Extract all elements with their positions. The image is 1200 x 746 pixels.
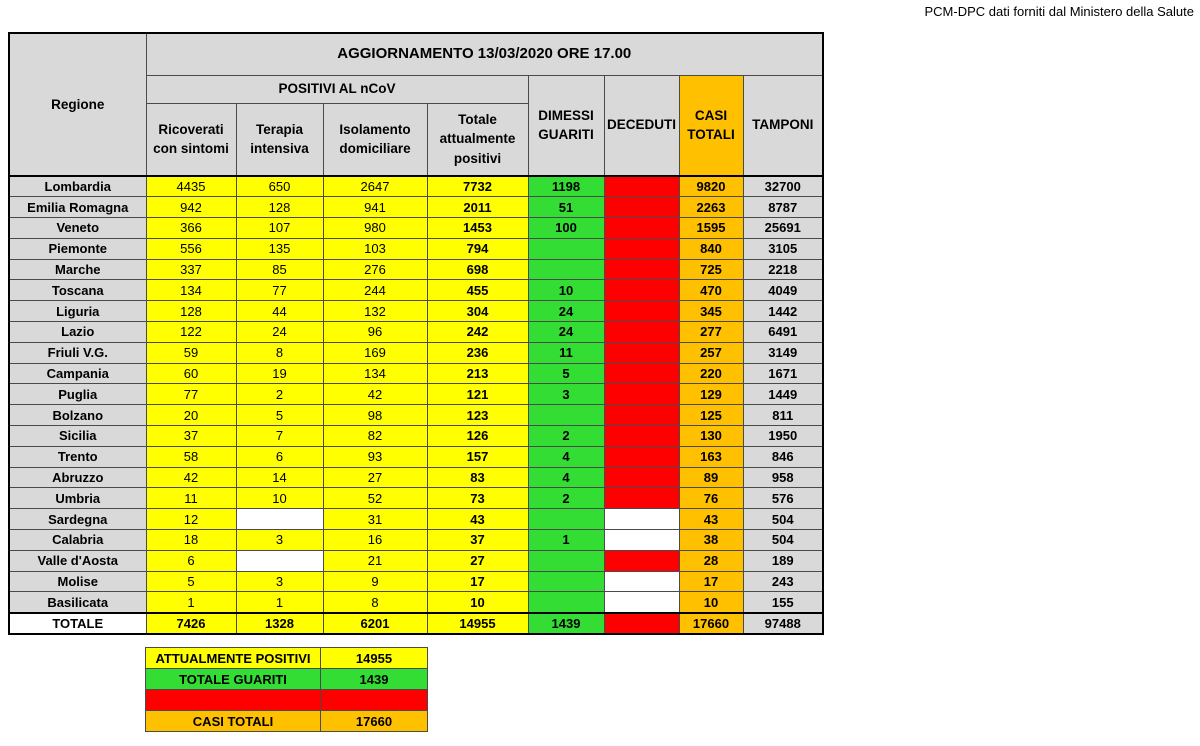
table-row: [9, 446, 823, 467]
total-tamponi: 97488: [743, 613, 823, 634]
cell-totale-positivi: 121: [427, 384, 528, 405]
cell-tamponi: 25691: [743, 218, 823, 239]
cell-ricoverati: 18: [146, 530, 236, 551]
cell-ricoverati: 58: [146, 446, 236, 467]
cell-ricoverati: 5: [146, 571, 236, 592]
cell-terapia: 3: [236, 530, 323, 551]
cell-dimessi: 51: [528, 197, 604, 218]
cell-tamponi: 155: [743, 592, 823, 613]
cell-deceduti: 46: [604, 238, 679, 259]
total-deceduti: 1266: [604, 613, 679, 634]
header-deceduti: DECEDUTI: [604, 75, 679, 176]
cell-tamponi: 4049: [743, 280, 823, 301]
cell-isolamento: 27: [323, 467, 427, 488]
cell-totale-positivi: 304: [427, 301, 528, 322]
cell-isolamento: 276: [323, 259, 427, 280]
cell-totale-positivi: 43: [427, 509, 528, 530]
cell-deceduti: [604, 509, 679, 530]
cell-isolamento: 941: [323, 197, 427, 218]
table-row: [9, 363, 823, 384]
cell-tamponi: 811: [743, 405, 823, 426]
cell-isolamento: 82: [323, 426, 427, 447]
cell-tamponi: 3149: [743, 342, 823, 363]
cell-tamponi: 1449: [743, 384, 823, 405]
table-row: [9, 238, 823, 259]
table-row: [9, 592, 823, 613]
cell-totale-positivi: 17: [427, 571, 528, 592]
header-regione: Regione: [9, 33, 146, 176]
cell-terapia: 5: [236, 405, 323, 426]
cell-ricoverati: 42: [146, 467, 236, 488]
cell-dimessi: [528, 259, 604, 280]
cell-region: Friuli V.G.: [9, 342, 146, 363]
cell-deceduti: 2: [604, 426, 679, 447]
cell-terapia: 128: [236, 197, 323, 218]
cell-region: Piemonte: [9, 238, 146, 259]
cell-terapia: 19: [236, 363, 323, 384]
cell-casi: 345: [679, 301, 743, 322]
summary-label: TOTALE DECEDUTI: [146, 690, 321, 711]
cell-deceduti: 2: [604, 363, 679, 384]
cell-totale-positivi: 126: [427, 426, 528, 447]
cell-deceduti: 5: [604, 384, 679, 405]
cell-region: Puglia: [9, 384, 146, 405]
cell-isolamento: 16: [323, 530, 427, 551]
cell-terapia: 14: [236, 467, 323, 488]
cell-terapia: 107: [236, 218, 323, 239]
cell-terapia: [236, 550, 323, 571]
header-totale-positivi: Totale attualmente positivi: [427, 103, 528, 176]
cell-isolamento: 9: [323, 571, 427, 592]
cell-tamponi: 846: [743, 446, 823, 467]
header-dimessi: DIMESSI GUARITI: [528, 75, 604, 176]
cell-isolamento: 8: [323, 592, 427, 613]
cell-totale-positivi: 794: [427, 238, 528, 259]
cell-region: Lazio: [9, 322, 146, 343]
cell-tamponi: 504: [743, 530, 823, 551]
cell-isolamento: 134: [323, 363, 427, 384]
cell-casi: 130: [679, 426, 743, 447]
table-row: [9, 384, 823, 405]
cell-terapia: 1: [236, 592, 323, 613]
cell-dimessi: [528, 509, 604, 530]
cell-deceduti: [604, 592, 679, 613]
header-tamponi: TAMPONI: [743, 75, 823, 176]
cell-isolamento: 52: [323, 488, 427, 509]
total-casi: 17660: [679, 613, 743, 634]
cell-region: Emilia Romagna: [9, 197, 146, 218]
cell-ricoverati: 4435: [146, 176, 236, 197]
summary-value: 1266: [321, 690, 428, 711]
summary-row: [146, 669, 428, 690]
cell-ricoverati: 1: [146, 592, 236, 613]
total-region: TOTALE: [9, 613, 146, 634]
cell-totale-positivi: 2011: [427, 197, 528, 218]
cell-ricoverati: 6: [146, 550, 236, 571]
cell-deceduti: 1: [604, 488, 679, 509]
cell-tamponi: 243: [743, 571, 823, 592]
cell-casi: 76: [679, 488, 743, 509]
cell-region: Campania: [9, 363, 146, 384]
cell-isolamento: 103: [323, 238, 427, 259]
cell-dimessi: 24: [528, 322, 604, 343]
cell-deceduti: 2: [604, 446, 679, 467]
regional-data-table: [8, 32, 824, 635]
cell-totale-positivi: 10: [427, 592, 528, 613]
cell-dimessi: 3: [528, 384, 604, 405]
cell-region: Sardegna: [9, 509, 146, 530]
header-positivi: POSITIVI AL nCoV: [146, 75, 528, 103]
summary-row: [146, 711, 428, 732]
cell-casi: 725: [679, 259, 743, 280]
cell-casi: 220: [679, 363, 743, 384]
cell-dimessi: [528, 571, 604, 592]
cell-casi: 2263: [679, 197, 743, 218]
cell-dimessi: 2: [528, 488, 604, 509]
cell-deceduti: 890: [604, 176, 679, 197]
table-body: [9, 176, 823, 634]
summary-row: [146, 690, 428, 711]
cell-isolamento: 98: [323, 405, 427, 426]
cell-dimessi: [528, 238, 604, 259]
cell-dimessi: 1198: [528, 176, 604, 197]
table-row: [9, 176, 823, 197]
cell-region: Toscana: [9, 280, 146, 301]
cell-dimessi: [528, 550, 604, 571]
cell-casi: 43: [679, 509, 743, 530]
cell-tamponi: 8787: [743, 197, 823, 218]
cell-region: Calabria: [9, 530, 146, 551]
cell-dimessi: 1: [528, 530, 604, 551]
cell-ricoverati: 366: [146, 218, 236, 239]
cell-terapia: 8: [236, 342, 323, 363]
total-ricoverati: 7426: [146, 613, 236, 634]
cell-totale-positivi: 123: [427, 405, 528, 426]
cell-region: Umbria: [9, 488, 146, 509]
header-casi: CASI TOTALI: [679, 75, 743, 176]
cell-terapia: [236, 509, 323, 530]
cell-casi: 10: [679, 592, 743, 613]
cell-casi: 17: [679, 571, 743, 592]
cell-deceduti: 2: [604, 405, 679, 426]
cell-deceduti: 11: [604, 322, 679, 343]
cell-isolamento: 93: [323, 446, 427, 467]
cell-totale-positivi: 157: [427, 446, 528, 467]
cell-region: Trento: [9, 446, 146, 467]
cell-ricoverati: 942: [146, 197, 236, 218]
cell-deceduti: [604, 530, 679, 551]
cell-casi: 9820: [679, 176, 743, 197]
cell-ricoverati: 122: [146, 322, 236, 343]
cell-isolamento: 980: [323, 218, 427, 239]
table-row: [9, 426, 823, 447]
cell-terapia: 77: [236, 280, 323, 301]
cell-casi: 840: [679, 238, 743, 259]
cell-ricoverati: 60: [146, 363, 236, 384]
cell-casi: 125: [679, 405, 743, 426]
cell-region: Basilicata: [9, 592, 146, 613]
cell-terapia: 2: [236, 384, 323, 405]
cell-totale-positivi: 455: [427, 280, 528, 301]
cell-totale-positivi: 37: [427, 530, 528, 551]
cell-isolamento: 244: [323, 280, 427, 301]
cell-dimessi: 2: [528, 426, 604, 447]
cell-deceduti: 10: [604, 342, 679, 363]
summary-row: [146, 648, 428, 669]
cell-deceduti: 201: [604, 197, 679, 218]
header-update: AGGIORNAMENTO 13/03/2020 ORE 17.00: [146, 33, 823, 75]
cell-casi: 163: [679, 446, 743, 467]
cell-terapia: 650: [236, 176, 323, 197]
cell-deceduti: 5: [604, 280, 679, 301]
cell-region: Liguria: [9, 301, 146, 322]
cell-casi: 129: [679, 384, 743, 405]
cell-casi: 257: [679, 342, 743, 363]
cell-isolamento: 42: [323, 384, 427, 405]
cell-tamponi: 1442: [743, 301, 823, 322]
total-totale-positivi: 14955: [427, 613, 528, 634]
cell-tamponi: 189: [743, 550, 823, 571]
cell-totale-positivi: 242: [427, 322, 528, 343]
table-row: [9, 405, 823, 426]
cell-ricoverati: 128: [146, 301, 236, 322]
cell-terapia: 85: [236, 259, 323, 280]
cell-dimessi: [528, 592, 604, 613]
cell-region: Molise: [9, 571, 146, 592]
table-row: [9, 322, 823, 343]
cell-ricoverati: 59: [146, 342, 236, 363]
cell-dimessi: 100: [528, 218, 604, 239]
summary-label: TOTALE GUARITI: [146, 669, 321, 690]
cell-region: Valle d'Aosta: [9, 550, 146, 571]
summary-label: ATTUALMENTE POSITIVI: [146, 648, 321, 669]
cell-terapia: 135: [236, 238, 323, 259]
table-row: [9, 301, 823, 322]
cell-dimessi: [528, 405, 604, 426]
cell-terapia: 7: [236, 426, 323, 447]
cell-dimessi: 24: [528, 301, 604, 322]
table-row: [9, 342, 823, 363]
total-dimessi: 1439: [528, 613, 604, 634]
cell-casi: 277: [679, 322, 743, 343]
cell-totale-positivi: 236: [427, 342, 528, 363]
table-row: [9, 571, 823, 592]
cell-tamponi: 6491: [743, 322, 823, 343]
cell-region: Abruzzo: [9, 467, 146, 488]
cell-ricoverati: 337: [146, 259, 236, 280]
table-row: [9, 259, 823, 280]
cell-terapia: 6: [236, 446, 323, 467]
cell-deceduti: 17: [604, 301, 679, 322]
cell-tamponi: 1671: [743, 363, 823, 384]
cell-dimessi: 11: [528, 342, 604, 363]
cell-ricoverati: 37: [146, 426, 236, 447]
cell-ricoverati: 77: [146, 384, 236, 405]
cell-deceduti: 27: [604, 259, 679, 280]
cell-isolamento: 31: [323, 509, 427, 530]
cell-isolamento: 132: [323, 301, 427, 322]
cell-totale-positivi: 7732: [427, 176, 528, 197]
cell-tamponi: 3105: [743, 238, 823, 259]
cell-dimessi: 4: [528, 446, 604, 467]
cell-tamponi: 576: [743, 488, 823, 509]
table-row: [9, 488, 823, 509]
cell-totale-positivi: 83: [427, 467, 528, 488]
summary-value: 14955: [321, 648, 428, 669]
cell-deceduti: 42: [604, 218, 679, 239]
cell-ricoverati: 11: [146, 488, 236, 509]
cell-dimessi: 5: [528, 363, 604, 384]
cell-tamponi: 504: [743, 509, 823, 530]
cell-dimessi: 4: [528, 467, 604, 488]
cell-dimessi: 10: [528, 280, 604, 301]
table-row: [9, 530, 823, 551]
summary-label: CASI TOTALI: [146, 711, 321, 732]
cell-casi: 38: [679, 530, 743, 551]
cell-isolamento: 21: [323, 550, 427, 571]
cell-casi: 470: [679, 280, 743, 301]
cell-totale-positivi: 27: [427, 550, 528, 571]
cell-totale-positivi: 213: [427, 363, 528, 384]
cell-ricoverati: 134: [146, 280, 236, 301]
table-row: [9, 197, 823, 218]
cell-tamponi: 1950: [743, 426, 823, 447]
cell-terapia: 24: [236, 322, 323, 343]
summary-value: 1439: [321, 669, 428, 690]
cell-region: Lombardia: [9, 176, 146, 197]
source-note: PCM-DPC dati forniti dal Ministero della Salute: [924, 4, 1194, 19]
cell-totale-positivi: 73: [427, 488, 528, 509]
cell-terapia: 44: [236, 301, 323, 322]
cell-casi: 89: [679, 467, 743, 488]
cell-ricoverati: 20: [146, 405, 236, 426]
table-row: [9, 550, 823, 571]
header-isolamento: Isolamento domiciliare: [323, 103, 427, 176]
header-ricoverati: Ricoverati con sintomi: [146, 103, 236, 176]
cell-casi: 28: [679, 550, 743, 571]
totals-row: [9, 613, 823, 634]
cell-isolamento: 96: [323, 322, 427, 343]
total-isolamento: 6201: [323, 613, 427, 634]
table-row: [9, 467, 823, 488]
cell-isolamento: 169: [323, 342, 427, 363]
cell-terapia: 3: [236, 571, 323, 592]
cell-casi: 1595: [679, 218, 743, 239]
cell-deceduti: 2: [604, 467, 679, 488]
cell-region: Bolzano: [9, 405, 146, 426]
cell-isolamento: 2647: [323, 176, 427, 197]
summary-value: 17660: [321, 711, 428, 732]
cell-totale-positivi: 1453: [427, 218, 528, 239]
cell-deceduti: 1: [604, 550, 679, 571]
cell-tamponi: 32700: [743, 176, 823, 197]
cell-totale-positivi: 698: [427, 259, 528, 280]
cell-ricoverati: 556: [146, 238, 236, 259]
cell-region: Marche: [9, 259, 146, 280]
cell-tamponi: 2218: [743, 259, 823, 280]
cell-terapia: 10: [236, 488, 323, 509]
cell-region: Veneto: [9, 218, 146, 239]
cell-region: Sicilia: [9, 426, 146, 447]
table-row: [9, 509, 823, 530]
header-terapia: Terapia intensiva: [236, 103, 323, 176]
cell-deceduti: [604, 571, 679, 592]
summary-table: [145, 647, 428, 732]
cell-ricoverati: 12: [146, 509, 236, 530]
table-row: [9, 280, 823, 301]
table-row: [9, 218, 823, 239]
cell-tamponi: 958: [743, 467, 823, 488]
total-terapia: 1328: [236, 613, 323, 634]
